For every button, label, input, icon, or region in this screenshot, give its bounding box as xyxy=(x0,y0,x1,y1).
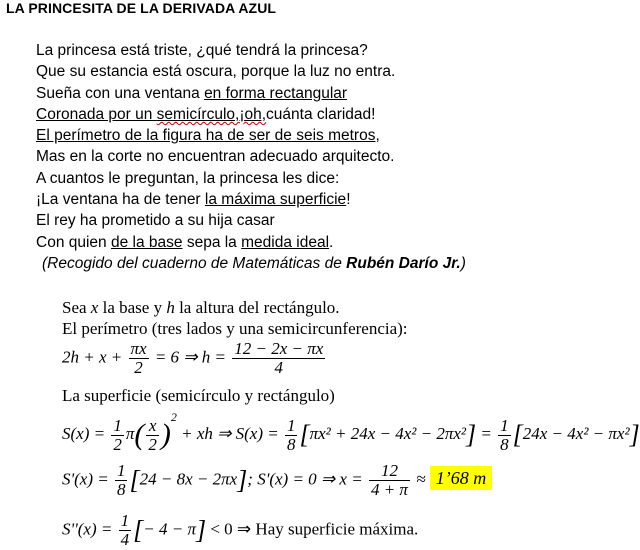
denominator: 4 xyxy=(274,358,284,377)
poem-line-5 xyxy=(36,125,466,146)
eq-text: + xh ⇒ S(x) = xyxy=(181,424,279,443)
numerator: 1 xyxy=(500,415,509,435)
poem-text: ¡La ventana ha de tener xyxy=(36,191,205,209)
underlined-text: El perímetro de la figura ha de ser de seis metros xyxy=(36,127,376,145)
equation-surface xyxy=(62,410,640,454)
poem-credit xyxy=(42,253,466,274)
poem-line-4 xyxy=(36,104,466,125)
denominator: 2 xyxy=(113,434,122,454)
exponent: 2 xyxy=(170,410,177,424)
bracket-close: ] xyxy=(629,420,640,450)
answer-highlight: 1’68 m xyxy=(430,466,493,490)
numerator: 12 xyxy=(369,462,410,481)
eq-text: < 0 ⇒ Hay superficie máxima. xyxy=(210,519,419,539)
poem-line-7 xyxy=(36,168,466,189)
underlined-text: de la base xyxy=(110,233,183,251)
poem-line-2 xyxy=(36,61,466,82)
fraction xyxy=(129,340,149,377)
bracket-open: [ xyxy=(129,465,140,495)
text: Sea xyxy=(62,298,91,317)
fraction xyxy=(115,462,128,499)
fraction xyxy=(119,512,132,549)
eq-text: πx² + 24x − 4x² − 2πx² xyxy=(309,424,467,443)
poem-text: A cuantos le preguntan, la princesa les dice: xyxy=(36,169,340,187)
fraction xyxy=(369,462,410,499)
credit-author: Rubén Darío Jr. xyxy=(346,254,461,272)
poem-text: , xyxy=(375,127,380,145)
eq-text: 2h + x + xyxy=(62,347,123,367)
poem-line-3 xyxy=(36,83,466,104)
eq-text: 24x − 4x² − πx² xyxy=(522,424,630,443)
underlined-text: la máxima superficie xyxy=(204,191,347,209)
equation-derivative xyxy=(62,462,492,499)
bracket-open: [ xyxy=(133,515,144,545)
poem-text: sepa la xyxy=(182,233,242,251)
credit-text: (Recogido del cuaderno de Matemáticas de xyxy=(42,254,347,272)
solution-intro xyxy=(62,298,340,318)
numerator: x xyxy=(146,417,159,436)
eq-text: π xyxy=(125,424,135,443)
paren-close: ) xyxy=(160,418,171,452)
numerator: πx xyxy=(130,339,147,358)
poem-line-6 xyxy=(36,146,466,167)
underlined-text: medida ideal xyxy=(241,233,330,251)
eq-text: S''(x) = xyxy=(62,519,113,539)
variable-h: h xyxy=(166,298,175,317)
fraction xyxy=(285,417,298,454)
fraction xyxy=(111,417,124,454)
fraction xyxy=(146,417,159,454)
poem-text: Sueña con una ventana xyxy=(36,84,205,102)
eq-text: 24 − 8x − 2πx xyxy=(139,469,238,489)
eq-text: = xyxy=(480,424,492,443)
document-title: LA PRINCESITA DE LA DERIVADA AZUL xyxy=(6,0,277,16)
denominator: 8 xyxy=(116,480,126,499)
denominator: 8 xyxy=(286,434,296,454)
eq-text: ≈ xyxy=(416,469,426,489)
eq-text: = 6 ⇒ h = xyxy=(154,347,226,367)
denominator: 2 xyxy=(148,434,157,454)
poem-text: ! xyxy=(346,191,351,209)
credit-text: ) xyxy=(460,254,466,272)
paren-open: ( xyxy=(134,418,145,452)
eq-text: S(x) = xyxy=(62,424,106,443)
poem-line-9 xyxy=(36,210,466,231)
numerator: 1 xyxy=(286,415,296,435)
numerator: 1 xyxy=(120,511,130,530)
bracket-close: ] xyxy=(237,465,248,495)
eq-text: S'(x) = xyxy=(62,469,109,489)
equation-perimeter xyxy=(62,340,327,377)
poem-text: Con quien xyxy=(36,233,111,251)
denominator: 4 xyxy=(120,530,130,549)
poem-line-10 xyxy=(36,232,466,253)
poem-line-8 xyxy=(36,189,466,210)
poem-text: cuánta claridad! xyxy=(266,105,376,123)
variable-x: x xyxy=(90,298,99,317)
spellcheck-text: semicírculo,¡oh, xyxy=(156,105,267,123)
perimeter-label: El perímetro (tres lados y una semicircunferencia): xyxy=(62,319,408,338)
poem-line-1 xyxy=(36,40,466,61)
fraction xyxy=(498,417,511,454)
bracket-open: [ xyxy=(299,420,310,450)
underlined-text: en forma rectangular xyxy=(204,84,348,102)
poem-text: Mas en la corte no encuentran adecuado arquitecto. xyxy=(36,148,395,166)
poem xyxy=(36,40,466,274)
underlined-text: Coronada por un xyxy=(36,105,157,123)
fraction xyxy=(232,340,325,377)
surface-label: La superficie (semicírculo y rectángulo) xyxy=(62,386,335,405)
denominator: 4 + π xyxy=(370,480,408,499)
numerator: 1 xyxy=(113,415,122,435)
text: la base y xyxy=(98,298,167,317)
poem-text: El rey ha prometido a su hija casar xyxy=(36,212,275,230)
text: la altura del rectángulo. xyxy=(174,298,340,317)
eq-text: ; S'(x) = 0 ⇒ x = xyxy=(247,469,363,489)
poem-text: La princesa está triste, ¿qué tendrá la princesa? xyxy=(36,42,368,59)
denominator: 2 xyxy=(134,358,143,377)
bracket-close: ] xyxy=(466,420,477,450)
equation-second-derivative xyxy=(62,512,418,549)
eq-text: − 4 − π xyxy=(143,519,196,539)
poem-text: . xyxy=(329,233,334,251)
denominator: 8 xyxy=(500,434,509,454)
bracket-open: [ xyxy=(512,420,523,450)
numerator: 12 − 2x − πx xyxy=(234,339,324,358)
poem-text: Que su estancia está oscura, porque la luz no entra. xyxy=(36,63,396,81)
numerator: 1 xyxy=(116,461,126,480)
bracket-close: ] xyxy=(195,515,207,545)
